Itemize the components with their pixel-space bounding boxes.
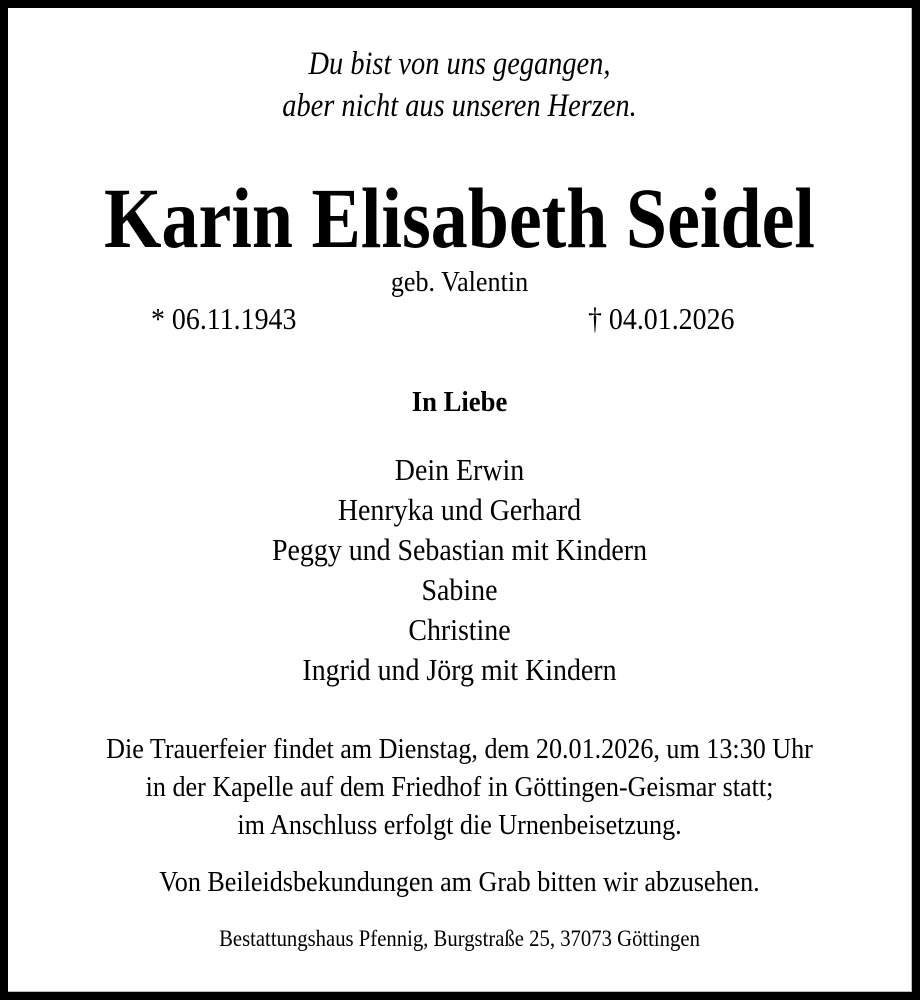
mourner-name: Ingrid und Jörg mit Kindern [302,652,617,687]
death-date: † 04.01.2026 [588,301,735,336]
mourner-name: Christine [408,612,511,647]
condolence-notice: Von Beileidsbekundungen am Grab bitten wir abzusehen. [159,866,760,898]
motto-line-2: aber nicht aus unseren Herzen. [282,88,637,124]
mourner-name: Dein Erwin [394,452,525,487]
funeral-home: Bestattungshaus Pfennig, Burgstraße 25, 37073 Göttingen [219,926,700,951]
motto-line-1: Du bist von uns gegangen, [308,46,611,82]
maiden-name: geb. Valentin [390,266,529,298]
mourner-name: Sabine [421,572,498,607]
mourner-name: Henryka und Gerhard [337,492,582,527]
obituary-card [8,8,912,992]
service-line-2: in der Kapelle auf dem Friedhof in Göttingen-Geismar statt; [145,771,774,803]
mourner-name: Peggy und Sebastian mit Kindern [271,532,648,567]
birth-date: * 06.11.1943 [151,301,297,336]
service-line-3: im Anschluss erfolgt die Urnenbeisetzung. [237,809,682,841]
mourners-heading: In Liebe [411,386,508,418]
deceased-name: Karin Elisabeth Seidel [104,170,815,266]
service-line-1: Die Trauerfeier findet am Dienstag, dem 20.01.2026, um 13:30 Uhr [106,733,813,765]
